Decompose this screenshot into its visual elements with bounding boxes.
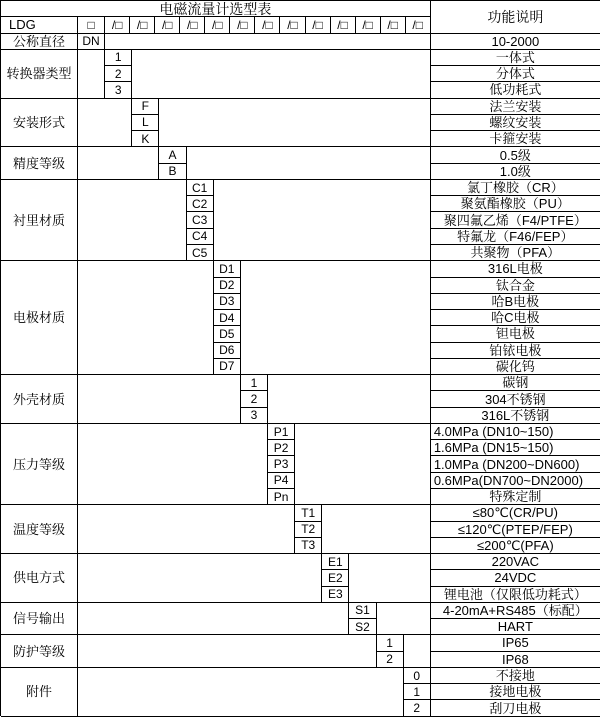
option-code: 1: [105, 50, 132, 66]
option-desc: 哈C电极: [431, 310, 600, 326]
model-slot-box: /□: [230, 17, 255, 32]
option-code: D1: [214, 261, 241, 277]
option-code: D2: [214, 278, 241, 294]
option-code: L: [132, 115, 159, 131]
option-desc: 0.5级: [431, 147, 600, 163]
option-code: E1: [322, 554, 349, 570]
option-desc: 氯丁橡胶（CR）: [431, 180, 600, 196]
option-code: 0: [404, 668, 431, 684]
spacer-cell: [322, 505, 431, 554]
option-desc: 10-2000: [431, 34, 600, 50]
category-label: 压力等级: [1, 424, 78, 505]
category-label: 温度等级: [1, 505, 78, 554]
model-slot-box: /□: [130, 17, 155, 32]
option-code: E2: [322, 570, 349, 586]
option-code: K: [132, 131, 159, 147]
spacer-cell: [295, 424, 431, 505]
option-desc: 钽电极: [431, 326, 600, 342]
option-desc: 316L电极: [431, 261, 600, 277]
category-label: 电极材质: [1, 261, 78, 375]
option-code: 2: [404, 700, 431, 716]
category-label: 精度等级: [1, 147, 78, 180]
option-code: B: [159, 164, 186, 180]
option-desc: 聚氨酯橡胶（PU）: [431, 196, 600, 212]
model-slot-box: /□: [180, 17, 205, 32]
option-desc: 碳钢: [431, 375, 600, 391]
model-slot-box: /□: [155, 17, 180, 32]
option-desc: 不接地: [431, 668, 600, 684]
spacer-cell: [78, 424, 268, 505]
option-desc: 24VDC: [431, 570, 600, 586]
option-desc: 锂电池（仅限低功耗式）: [431, 587, 600, 603]
option-code: Pn: [268, 489, 295, 505]
option-code: DN: [78, 34, 105, 50]
model-first-box: □: [78, 17, 105, 33]
option-code: T1: [295, 505, 322, 521]
option-desc: IP65: [431, 635, 600, 651]
option-code: T3: [295, 538, 322, 554]
option-desc: 4.0MPa (DN10~150): [431, 424, 600, 440]
option-desc: 一体式: [431, 50, 600, 66]
model-slot-box: /□: [280, 17, 305, 32]
model-slot-box: /□: [255, 17, 280, 32]
option-code: 1: [377, 635, 404, 651]
option-desc: 4-20mA+RS485（标配）: [431, 603, 600, 619]
option-code: D6: [214, 343, 241, 359]
category-label: 外壳材质: [1, 375, 78, 424]
category-label: 信号输出: [1, 603, 78, 636]
model-code-label: LDG: [1, 17, 78, 33]
option-desc: 220VAC: [431, 554, 600, 570]
spacer-cell: [187, 147, 431, 180]
option-code: P1: [268, 424, 295, 440]
spacer-cell: [78, 99, 132, 148]
option-desc: 聚四氟乙烯（F4/PTFE）: [431, 212, 600, 228]
category-label: 供电方式: [1, 554, 78, 603]
option-code: F: [132, 99, 159, 115]
option-desc: 卡箍安装: [431, 131, 600, 147]
option-desc: 碳化钨: [431, 359, 600, 375]
option-desc: 304不锈钢: [431, 391, 600, 407]
option-desc: 1.6MPa (DN15~150): [431, 440, 600, 456]
spacer-cell: [105, 34, 431, 50]
spacer-cell: [404, 635, 431, 668]
option-code: P4: [268, 473, 295, 489]
spacer-cell: [78, 147, 159, 180]
option-desc: 特殊定制: [431, 489, 600, 505]
option-code: T2: [295, 522, 322, 538]
spacer-cell: [159, 99, 430, 148]
option-desc: ≤200℃(PFA): [431, 538, 600, 554]
option-code: 2: [105, 66, 132, 82]
option-desc: 刮刀电极: [431, 700, 600, 716]
option-desc: 哈B电极: [431, 294, 600, 310]
option-code: C2: [187, 196, 214, 212]
spacer-cell: [78, 554, 322, 603]
option-code: D5: [214, 326, 241, 342]
option-code: A: [159, 147, 186, 163]
option-desc: 法兰安装: [431, 99, 600, 115]
option-code: 1: [241, 375, 268, 391]
spacer-cell: [78, 375, 241, 424]
option-desc: 接地电极: [431, 684, 600, 700]
option-code: D4: [214, 310, 241, 326]
model-slot-box: /□: [105, 17, 130, 32]
category-label: 附件: [1, 668, 78, 717]
option-code: C4: [187, 229, 214, 245]
option-desc: 铂铱电极: [431, 343, 600, 359]
option-desc: 1.0MPa (DN200~DN600): [431, 456, 600, 472]
model-slot-box: /□: [412, 17, 424, 32]
function-column-header: 功能说明: [431, 1, 600, 34]
model-slot-box: /□: [381, 17, 406, 32]
option-code: S2: [349, 619, 376, 635]
option-desc: HART: [431, 619, 600, 635]
option-desc: 特氟龙（F46/FEP）: [431, 229, 600, 245]
model-slot-box: /□: [306, 17, 331, 32]
category-label: 公称直径: [1, 34, 78, 50]
option-desc: ≤120℃(PTEP/FEP): [431, 522, 600, 538]
category-label: 转换器类型: [1, 50, 78, 99]
option-code: S1: [349, 603, 376, 619]
option-code: D3: [214, 294, 241, 310]
spacer-cell: [349, 554, 430, 603]
option-code: 3: [105, 82, 132, 98]
spacer-cell: [78, 668, 404, 717]
option-desc: 1.0级: [431, 164, 600, 180]
option-desc: 螺纹安装: [431, 115, 600, 131]
option-desc: IP68: [431, 652, 600, 668]
spacer-cell: [78, 603, 349, 636]
spacer-cell: [78, 180, 187, 261]
category-label: 防护等级: [1, 635, 78, 668]
model-slot-row: [105, 17, 431, 33]
spacer-cell: [268, 375, 431, 424]
spacer-cell: [78, 261, 214, 375]
option-code: C1: [187, 180, 214, 196]
option-desc: 低功耗式: [431, 82, 600, 98]
option-desc: 共聚物（PFA）: [431, 245, 600, 261]
model-slot-box: /□: [331, 17, 356, 32]
option-code: P3: [268, 456, 295, 472]
spacer-cell: [132, 50, 431, 99]
table-title: 电磁流量计选型表: [1, 1, 431, 17]
option-desc: ≤80℃(CR/PU): [431, 505, 600, 521]
option-desc: 0.6MPa(DN700~DN2000): [431, 473, 600, 489]
model-slot-box: /□: [205, 17, 230, 32]
spacer-cell: [78, 505, 295, 554]
spacer-cell: [78, 50, 105, 99]
category-label: 衬里材质: [1, 180, 78, 261]
spacer-cell: [78, 635, 377, 668]
option-code: 2: [377, 652, 404, 668]
option-code: 3: [241, 408, 268, 424]
option-code: 2: [241, 391, 268, 407]
option-desc: 316L不锈钢: [431, 408, 600, 424]
model-slot-box: /□: [356, 17, 381, 32]
spacer-cell: [241, 261, 431, 375]
option-code: C5: [187, 245, 214, 261]
option-code: 1: [404, 684, 431, 700]
option-desc: 钛合金: [431, 278, 600, 294]
option-desc: 分体式: [431, 66, 600, 82]
option-code: D7: [214, 359, 241, 375]
option-code: P2: [268, 440, 295, 456]
spacer-cell: [377, 603, 431, 636]
option-code: C3: [187, 212, 214, 228]
category-label: 安装形式: [1, 99, 78, 148]
spacer-cell: [214, 180, 431, 261]
option-code: E3: [322, 587, 349, 603]
